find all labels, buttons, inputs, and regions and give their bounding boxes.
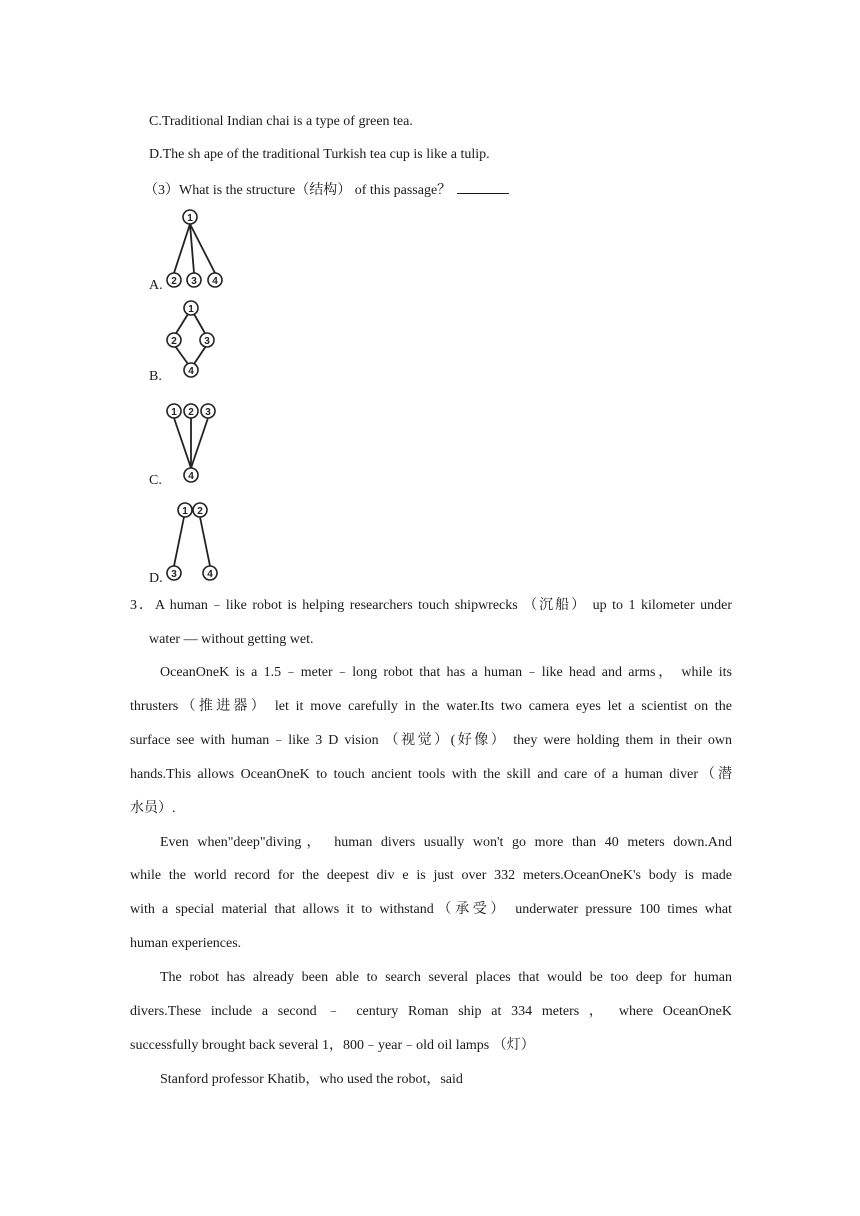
passage3-intro-line1: 3．A human﹣like robot is helping researchers touch shipwrecks （沉船） up to 1 kilometer under (130, 598, 732, 613)
svg-text:1: 1 (187, 213, 193, 224)
svg-text:3: 3 (171, 569, 177, 580)
choice-b-label: B. (149, 369, 162, 384)
choice-d-label: D. (149, 571, 163, 586)
passage3-intro-line2: water — without getting wet. (149, 632, 314, 647)
p4-line1: Stanford professor Khatib，who used the robot，said (160, 1072, 463, 1087)
p1-line4: hands.This allows OceanOneK to touch ancient tools with the skill and care of a human diver（潜 (130, 767, 732, 782)
choice-c-label: C. (149, 473, 162, 488)
svg-text:3: 3 (204, 336, 210, 347)
choice-c-diagram (162, 396, 232, 488)
svg-text:4: 4 (212, 276, 218, 287)
choice-d-diagram (162, 498, 232, 588)
question-3 (144, 179, 509, 201)
p2-line4: human experiences. (130, 936, 242, 951)
svg-text:4: 4 (188, 366, 194, 377)
svg-text:1: 1 (182, 506, 188, 517)
svg-text:3: 3 (191, 276, 197, 287)
svg-text:2: 2 (197, 506, 203, 517)
svg-text:2: 2 (188, 407, 194, 418)
option-c: C.Traditional Indian chai is a type of green tea. (149, 114, 413, 129)
p1-line3: surface see with human﹣like 3 D vision （视觉）(好像） they were holding them in their own (130, 733, 732, 748)
p1-line5: 水员）. (130, 801, 176, 816)
option-d: D.The sh ape of the traditional Turkish tea cup is like a tulip. (149, 147, 490, 162)
p2-line3: with a special material that allows it to withstand（承受） underwater pressure 100 times what (130, 902, 732, 917)
answer-blank[interactable] (457, 179, 509, 194)
svg-text:3: 3 (205, 407, 211, 418)
p1-line2: thrusters（推进器） let it move carefully in the water.Its two camera eyes let a scientist on the (130, 699, 732, 714)
svg-text:1: 1 (188, 304, 194, 315)
question-3-text: （3）What is the structure（结构） of this passage？ (144, 183, 452, 198)
svg-text:4: 4 (188, 471, 194, 482)
p1-line1: OceanOneK is a 1.5﹣meter﹣long robot that has a human﹣like head and arms， while its (160, 665, 732, 680)
svg-text:2: 2 (171, 336, 177, 347)
choice-a-label: A. (149, 278, 163, 293)
svg-text:2: 2 (171, 276, 177, 287)
choice-b-diagram (162, 296, 232, 382)
choice-a-diagram (162, 205, 232, 291)
p3-line1: The robot has already been able to search several places that would be too deep for human (160, 970, 732, 985)
svg-text:1: 1 (171, 407, 177, 418)
p3-line2: divers.These include a second ﹣ century Roman ship at 334 meters ， where OceanOneK (130, 1004, 732, 1019)
p2-line1: Even when"deep"diving， human divers usually won't go more than 40 meters down.And (160, 835, 732, 850)
p3-line3: successfully brought back several 1，800﹣year﹣old oil lamps （灯） (130, 1038, 535, 1053)
svg-text:4: 4 (207, 569, 213, 580)
p2-line2: while the world record for the deepest div e is just over 332 meters.OceanOneK's body is made (130, 868, 732, 883)
